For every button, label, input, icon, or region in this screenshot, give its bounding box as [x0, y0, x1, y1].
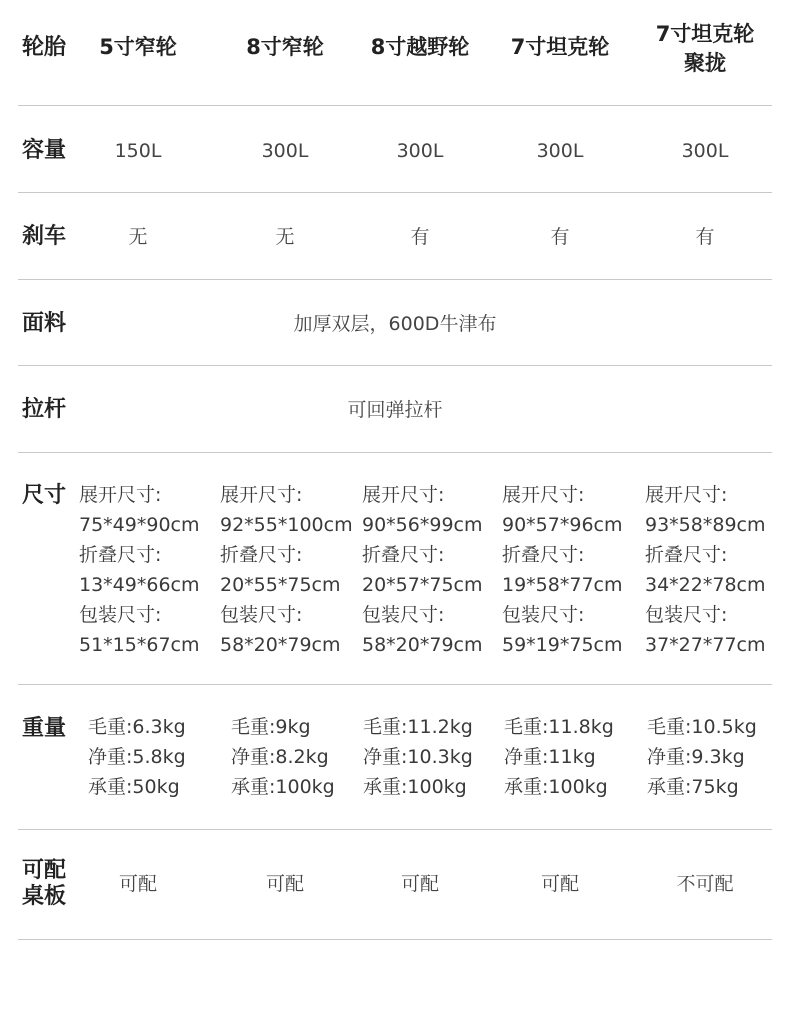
tire-col-4: 7寸坦克轮	[510, 35, 610, 59]
divider	[18, 452, 772, 453]
capacity-col-5: 300L	[681, 140, 729, 162]
table-board-col-5: 不可配	[676, 873, 734, 895]
weight-col-1: 毛重:6.3kg 净重:5.8kg 承重:50kg	[88, 716, 186, 798]
tire-col-1: 5寸窄轮	[99, 35, 177, 59]
table-board-col-2: 可配	[265, 873, 304, 895]
handle-value: 可回弹拉杆	[347, 399, 443, 421]
size-col-4: 展开尺寸: 90*57*96cm 折叠尺寸: 19*58*77cm 包装尺寸: 59*19*75cm	[502, 484, 623, 656]
tire-col-2: 8寸窄轮	[246, 35, 324, 59]
capacity-col-3: 300L	[396, 140, 444, 162]
row-label-size: 尺寸	[22, 483, 67, 508]
weight-col-3: 毛重:11.2kg 净重:10.3kg 承重:100kg	[363, 716, 473, 798]
row-label-brake: 刹车	[22, 224, 67, 249]
divider	[18, 684, 772, 685]
size-col-1: 展开尺寸: 75*49*90cm 折叠尺寸: 13*49*66cm 包装尺寸: 51*15*67cm	[79, 484, 200, 656]
size-col-2: 展开尺寸: 92*55*100cm 折叠尺寸: 20*55*75cm 包装尺寸: 58*20*79cm	[220, 484, 353, 656]
table-board-col-1: 可配	[118, 873, 157, 895]
row-label-capacity: 容量	[22, 138, 67, 163]
row-label-weight: 重量	[22, 716, 67, 741]
weight-col-4: 毛重:11.8kg 净重:11kg 承重:100kg	[504, 716, 614, 798]
brake-col-1: 无	[128, 226, 148, 248]
table-board-col-4: 可配	[540, 873, 579, 895]
divider	[18, 939, 772, 940]
weight-col-2: 毛重:9kg 净重:8.2kg 承重:100kg	[231, 716, 335, 798]
brake-col-4: 有	[550, 226, 570, 248]
brake-col-2: 无	[275, 226, 295, 248]
tire-col-5: 7寸坦克轮 聚拢	[655, 22, 755, 75]
table-board-col-3: 可配	[400, 873, 439, 895]
weight-col-5: 毛重:10.5kg 净重:9.3kg 承重:75kg	[647, 716, 757, 798]
divider	[18, 279, 772, 280]
capacity-col-1: 150L	[114, 140, 162, 162]
brake-col-3: 有	[410, 226, 430, 248]
row-label-fabric: 面料	[22, 311, 67, 336]
capacity-col-4: 300L	[536, 140, 584, 162]
divider	[18, 105, 772, 106]
divider	[18, 192, 772, 193]
fabric-value: 加厚双层，600D牛津布	[293, 313, 497, 335]
size-col-3: 展开尺寸: 90*56*99cm 折叠尺寸: 20*57*75cm 包装尺寸: 58*20*79cm	[362, 484, 483, 656]
divider	[18, 365, 772, 366]
capacity-col-2: 300L	[261, 140, 309, 162]
tire-col-3: 8寸越野轮	[370, 35, 470, 59]
row-label-table-board: 可配 桌板	[22, 858, 67, 909]
brake-col-5: 有	[695, 226, 715, 248]
row-label-handle: 拉杆	[22, 397, 67, 422]
row-label-tire: 轮胎	[22, 35, 67, 60]
size-col-5: 展开尺寸: 93*58*89cm 折叠尺寸: 34*22*78cm 包装尺寸: 37*27*77cm	[645, 484, 766, 656]
divider	[18, 829, 772, 830]
